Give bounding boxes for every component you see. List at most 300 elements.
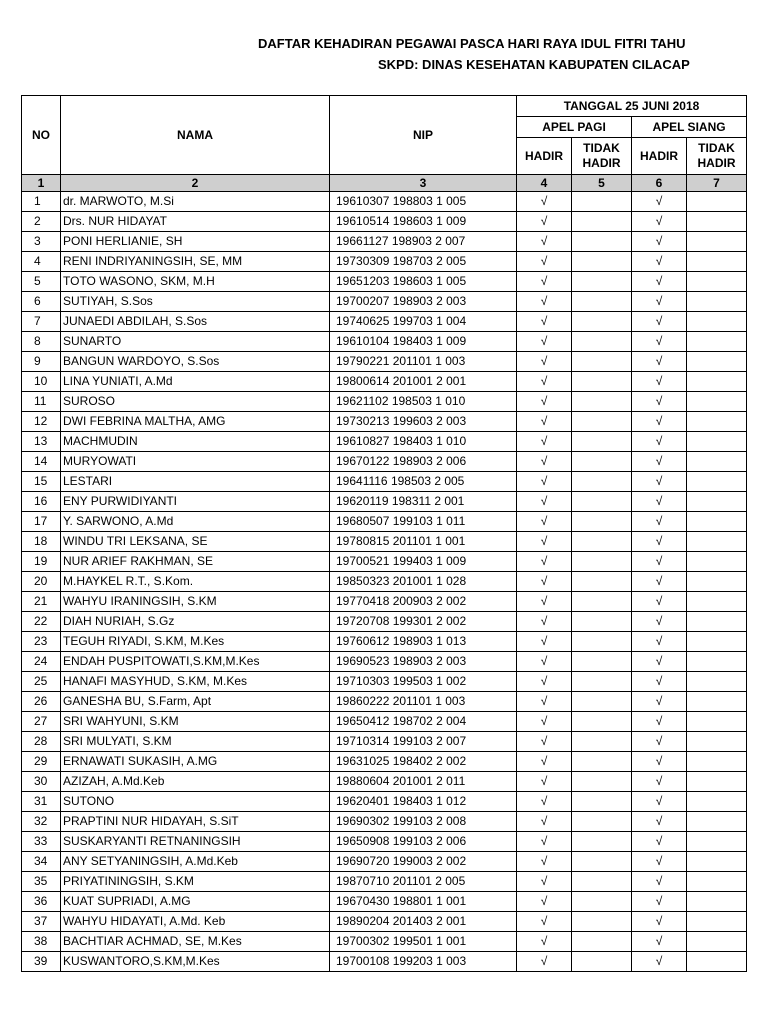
pagi-hadir-check: √	[517, 892, 572, 912]
row-nama: RENI INDRIYANINGSIH, SE, MM	[61, 252, 330, 272]
table-row	[22, 452, 747, 472]
table-row	[22, 752, 747, 772]
pagi-tidak-hadir-cell	[572, 272, 632, 292]
table-row	[22, 812, 747, 832]
pagi-hadir-check: √	[517, 512, 572, 532]
pagi-tidak-hadir-cell	[572, 652, 632, 672]
pagi-tidak-hadir-cell	[572, 492, 632, 512]
pagi-tidak-hadir-cell	[572, 372, 632, 392]
row-no: 4	[22, 252, 61, 272]
siang-hadir-check: √	[632, 872, 687, 892]
row-nip: 19690720 199003 2 002	[330, 852, 517, 872]
table-row	[22, 412, 747, 432]
tidak-label: TIDAK	[698, 141, 735, 155]
siang-tidak-hadir-cell	[687, 792, 747, 812]
row-nama: WAHYU IRANINGSIH, S.KM	[61, 592, 330, 612]
row-no: 1	[22, 192, 61, 212]
pagi-hadir-check: √	[517, 452, 572, 472]
siang-tidak-hadir-cell	[687, 452, 747, 472]
siang-tidak-hadir-cell	[687, 652, 747, 672]
table-row	[22, 692, 747, 712]
row-nip: 19720708 199301 2 002	[330, 612, 517, 632]
row-nama: WAHYU HIDAYATI, A.Md. Keb	[61, 912, 330, 932]
pagi-hadir-check: √	[517, 332, 572, 352]
pagi-hadir-check: √	[517, 772, 572, 792]
pagi-hadir-check: √	[517, 572, 572, 592]
siang-tidak-hadir-cell	[687, 212, 747, 232]
pagi-hadir-check: √	[517, 812, 572, 832]
siang-tidak-hadir-cell	[687, 372, 747, 392]
row-nama: JUNAEDI ABDILAH, S.Sos	[61, 312, 330, 332]
siang-hadir-check: √	[632, 672, 687, 692]
pagi-tidak-hadir-cell	[572, 292, 632, 312]
pagi-tidak-hadir-cell	[572, 672, 632, 692]
row-no: 5	[22, 272, 61, 292]
row-no: 19	[22, 552, 61, 572]
document-title: DAFTAR KEHADIRAN PEGAWAI PASCA HARI RAYA IDUL FITRI TAHU	[258, 36, 686, 51]
header-nama: NAMA	[61, 96, 330, 175]
row-nama: SUNARTO	[61, 332, 330, 352]
row-nama: dr. MARWOTO, M.Si	[61, 192, 330, 212]
row-nama: TOTO WASONO, SKM, M.H	[61, 272, 330, 292]
header-apel-pagi: APEL PAGI	[517, 117, 632, 138]
row-no: 26	[22, 692, 61, 712]
row-nama: M.HAYKEL R.T., S.Kom.	[61, 572, 330, 592]
siang-tidak-hadir-cell	[687, 672, 747, 692]
table-row	[22, 212, 747, 232]
table-row	[22, 312, 747, 332]
siang-hadir-check: √	[632, 592, 687, 612]
pagi-tidak-hadir-cell	[572, 952, 632, 972]
column-number: 7	[687, 175, 747, 192]
pagi-tidak-hadir-cell	[572, 232, 632, 252]
row-no: 6	[22, 292, 61, 312]
siang-hadir-check: √	[632, 932, 687, 952]
row-nip: 19870710 201101 2 005	[330, 872, 517, 892]
table-row	[22, 592, 747, 612]
pagi-hadir-check: √	[517, 872, 572, 892]
header-pagi-hadir: HADIR	[517, 138, 572, 175]
row-nama: ERNAWATI SUKASIH, A.MG	[61, 752, 330, 772]
pagi-tidak-hadir-cell	[572, 352, 632, 372]
hadir-label: HADIR	[582, 156, 621, 170]
pagi-tidak-hadir-cell	[572, 472, 632, 492]
siang-tidak-hadir-cell	[687, 752, 747, 772]
row-nama: PRAPTINI NUR HIDAYAH, S.SiT	[61, 812, 330, 832]
siang-tidak-hadir-cell	[687, 832, 747, 852]
row-no: 8	[22, 332, 61, 352]
table-row	[22, 712, 747, 732]
siang-hadir-check: √	[632, 652, 687, 672]
siang-hadir-check: √	[632, 432, 687, 452]
table-row	[22, 332, 747, 352]
pagi-tidak-hadir-cell	[572, 832, 632, 852]
pagi-tidak-hadir-cell	[572, 812, 632, 832]
pagi-hadir-check: √	[517, 672, 572, 692]
siang-tidak-hadir-cell	[687, 932, 747, 952]
row-no: 17	[22, 512, 61, 532]
row-no: 32	[22, 812, 61, 832]
row-nama: BACHTIAR ACHMAD, SE, M.Kes	[61, 932, 330, 952]
row-nip: 19740625 199703 1 004	[330, 312, 517, 332]
row-no: 37	[22, 912, 61, 932]
siang-hadir-check: √	[632, 352, 687, 372]
siang-tidak-hadir-cell	[687, 512, 747, 532]
row-nama: DIAH NURIAH, S.Gz	[61, 612, 330, 632]
pagi-hadir-check: √	[517, 612, 572, 632]
siang-hadir-check: √	[632, 212, 687, 232]
pagi-tidak-hadir-cell	[572, 872, 632, 892]
row-no: 24	[22, 652, 61, 672]
row-nama: SUSKARYANTI RETNANINGSIH	[61, 832, 330, 852]
siang-hadir-check: √	[632, 632, 687, 652]
pagi-tidak-hadir-cell	[572, 852, 632, 872]
row-no: 30	[22, 772, 61, 792]
table-row	[22, 552, 747, 572]
document-subtitle: SKPD: DINAS KESEHATAN KABUPATEN CILACAP	[378, 57, 690, 72]
row-nama: DWI FEBRINA MALTHA, AMG	[61, 412, 330, 432]
pagi-hadir-check: √	[517, 432, 572, 452]
row-nip: 19850323 201001 1 028	[330, 572, 517, 592]
siang-hadir-check: √	[632, 392, 687, 412]
row-nip: 19641116 198503 2 005	[330, 472, 517, 492]
table-row	[22, 512, 747, 532]
pagi-hadir-check: √	[517, 252, 572, 272]
siang-tidak-hadir-cell	[687, 572, 747, 592]
pagi-tidak-hadir-cell	[572, 932, 632, 952]
siang-tidak-hadir-cell	[687, 712, 747, 732]
siang-hadir-check: √	[632, 572, 687, 592]
pagi-hadir-check: √	[517, 912, 572, 932]
table-row	[22, 792, 747, 812]
attendance-table	[21, 95, 747, 972]
column-number: 3	[330, 175, 517, 192]
row-no: 29	[22, 752, 61, 772]
column-number: 6	[632, 175, 687, 192]
row-no: 25	[22, 672, 61, 692]
siang-tidak-hadir-cell	[687, 252, 747, 272]
table-row	[22, 632, 747, 652]
table-row	[22, 192, 747, 212]
row-no: 28	[22, 732, 61, 752]
siang-hadir-check: √	[632, 272, 687, 292]
pagi-hadir-check: √	[517, 632, 572, 652]
table-row	[22, 372, 747, 392]
row-nama: Y. SARWONO, A.Md	[61, 512, 330, 532]
row-nama: KUSWANTORO,S.KM,M.Kes	[61, 952, 330, 972]
pagi-hadir-check: √	[517, 532, 572, 552]
table-row	[22, 612, 747, 632]
pagi-hadir-check: √	[517, 652, 572, 672]
row-nip: 19610307 198803 1 005	[330, 192, 517, 212]
row-nip: 19661127 198903 2 007	[330, 232, 517, 252]
table-row	[22, 392, 747, 412]
table-row	[22, 912, 747, 932]
pagi-hadir-check: √	[517, 552, 572, 572]
table-row	[22, 232, 747, 252]
siang-hadir-check: √	[632, 852, 687, 872]
table-row	[22, 572, 747, 592]
column-number: 5	[572, 175, 632, 192]
row-nip: 19700108 199203 1 003	[330, 952, 517, 972]
row-no: 35	[22, 872, 61, 892]
header-nip: NIP	[330, 96, 517, 175]
siang-tidak-hadir-cell	[687, 472, 747, 492]
row-nama: SUROSO	[61, 392, 330, 412]
table-row	[22, 852, 747, 872]
row-nip: 19621102 198503 1 010	[330, 392, 517, 412]
table-row	[22, 672, 747, 692]
pagi-hadir-check: √	[517, 352, 572, 372]
siang-hadir-check: √	[632, 372, 687, 392]
pagi-hadir-check: √	[517, 852, 572, 872]
pagi-hadir-check: √	[517, 832, 572, 852]
pagi-hadir-check: √	[517, 792, 572, 812]
siang-tidak-hadir-cell	[687, 952, 747, 972]
pagi-tidak-hadir-cell	[572, 532, 632, 552]
row-no: 36	[22, 892, 61, 912]
table-row	[22, 952, 747, 972]
row-no: 21	[22, 592, 61, 612]
pagi-hadir-check: √	[517, 372, 572, 392]
pagi-tidak-hadir-cell	[572, 432, 632, 452]
siang-hadir-check: √	[632, 752, 687, 772]
pagi-hadir-check: √	[517, 492, 572, 512]
row-nip: 19730213 199603 2 003	[330, 412, 517, 432]
siang-hadir-check: √	[632, 912, 687, 932]
pagi-hadir-check: √	[517, 732, 572, 752]
row-nama: NUR ARIEF RAKHMAN, SE	[61, 552, 330, 572]
row-no: 14	[22, 452, 61, 472]
siang-hadir-check: √	[632, 232, 687, 252]
header-siang-hadir: HADIR	[632, 138, 687, 175]
pagi-tidak-hadir-cell	[572, 332, 632, 352]
row-no: 12	[22, 412, 61, 432]
row-nip: 19620119 198311 2 001	[330, 492, 517, 512]
row-nip: 19710303 199503 1 002	[330, 672, 517, 692]
row-nip: 19780815 201101 1 001	[330, 532, 517, 552]
pagi-tidak-hadir-cell	[572, 752, 632, 772]
row-nama: Drs. NUR HIDAYAT	[61, 212, 330, 232]
siang-tidak-hadir-cell	[687, 332, 747, 352]
pagi-hadir-check: √	[517, 472, 572, 492]
row-no: 38	[22, 932, 61, 952]
pagi-hadir-check: √	[517, 952, 572, 972]
siang-tidak-hadir-cell	[687, 692, 747, 712]
header-tanggal: TANGGAL 25 JUNI 2018	[517, 96, 747, 117]
pagi-tidak-hadir-cell	[572, 392, 632, 412]
siang-tidak-hadir-cell	[687, 432, 747, 452]
pagi-tidak-hadir-cell	[572, 712, 632, 732]
row-nama: WINDU TRI LEKSANA, SE	[61, 532, 330, 552]
row-no: 22	[22, 612, 61, 632]
pagi-tidak-hadir-cell	[572, 592, 632, 612]
row-nip: 19860222 201101 1 003	[330, 692, 517, 712]
siang-hadir-check: √	[632, 492, 687, 512]
siang-tidak-hadir-cell	[687, 292, 747, 312]
row-no: 15	[22, 472, 61, 492]
pagi-tidak-hadir-cell	[572, 612, 632, 632]
row-nama: HANAFI MASYHUD, S.KM, M.Kes	[61, 672, 330, 692]
siang-hadir-check: √	[632, 312, 687, 332]
table-row	[22, 272, 747, 292]
table-row	[22, 532, 747, 552]
siang-hadir-check: √	[632, 892, 687, 912]
row-nama: MURYOWATI	[61, 452, 330, 472]
row-nip: 19790221 201101 1 003	[330, 352, 517, 372]
row-nip: 19610827 198403 1 010	[330, 432, 517, 452]
siang-hadir-check: √	[632, 732, 687, 752]
table-row	[22, 832, 747, 852]
row-nip: 19670430 198801 1 001	[330, 892, 517, 912]
pagi-hadir-check: √	[517, 232, 572, 252]
table-row	[22, 352, 747, 372]
row-nip: 19710314 199103 2 007	[330, 732, 517, 752]
siang-tidak-hadir-cell	[687, 192, 747, 212]
pagi-tidak-hadir-cell	[572, 512, 632, 532]
row-no: 2	[22, 212, 61, 232]
header-apel-siang: APEL SIANG	[632, 117, 747, 138]
row-no: 33	[22, 832, 61, 852]
row-nama: LESTARI	[61, 472, 330, 492]
header-siang-tidak-hadir	[687, 138, 747, 175]
siang-tidak-hadir-cell	[687, 852, 747, 872]
pagi-tidak-hadir-cell	[572, 632, 632, 652]
row-no: 34	[22, 852, 61, 872]
tidak-label: TIDAK	[583, 141, 620, 155]
pagi-tidak-hadir-cell	[572, 892, 632, 912]
table-row	[22, 932, 747, 952]
pagi-hadir-check: √	[517, 392, 572, 412]
row-nip: 19700207 198903 2 003	[330, 292, 517, 312]
row-no: 11	[22, 392, 61, 412]
table-row	[22, 252, 747, 272]
pagi-tidak-hadir-cell	[572, 192, 632, 212]
siang-hadir-check: √	[632, 412, 687, 432]
pagi-hadir-check: √	[517, 212, 572, 232]
header-no: NO	[22, 96, 61, 175]
row-no: 9	[22, 352, 61, 372]
siang-tidak-hadir-cell	[687, 552, 747, 572]
row-no: 23	[22, 632, 61, 652]
row-nama: SRI MULYATI, S.KM	[61, 732, 330, 752]
pagi-tidak-hadir-cell	[572, 212, 632, 232]
row-nip: 19650412 198702 2 004	[330, 712, 517, 732]
row-no: 20	[22, 572, 61, 592]
row-no: 7	[22, 312, 61, 332]
row-no: 39	[22, 952, 61, 972]
pagi-tidak-hadir-cell	[572, 772, 632, 792]
siang-hadir-check: √	[632, 252, 687, 272]
siang-tidak-hadir-cell	[687, 412, 747, 432]
column-number: 1	[22, 175, 61, 192]
row-nama: TEGUH RIYADI, S.KM, M.Kes	[61, 632, 330, 652]
siang-tidak-hadir-cell	[687, 352, 747, 372]
row-nama: KUAT SUPRIADI, A.MG	[61, 892, 330, 912]
siang-hadir-check: √	[632, 552, 687, 572]
siang-tidak-hadir-cell	[687, 872, 747, 892]
siang-hadir-check: √	[632, 292, 687, 312]
row-nip: 19880604 201001 2 011	[330, 772, 517, 792]
siang-hadir-check: √	[632, 772, 687, 792]
pagi-hadir-check: √	[517, 752, 572, 772]
row-nip: 19770418 200903 2 002	[330, 592, 517, 612]
row-no: 31	[22, 792, 61, 812]
pagi-tidak-hadir-cell	[572, 252, 632, 272]
row-no: 13	[22, 432, 61, 452]
pagi-tidak-hadir-cell	[572, 412, 632, 432]
hadir-label: HADIR	[697, 156, 736, 170]
row-nip: 19650908 199103 2 006	[330, 832, 517, 852]
row-nama: GANESHA BU, S.Farm, Apt	[61, 692, 330, 712]
pagi-tidak-hadir-cell	[572, 552, 632, 572]
row-nip: 19690302 199103 2 008	[330, 812, 517, 832]
pagi-hadir-check: √	[517, 192, 572, 212]
row-nip: 19651203 198603 1 005	[330, 272, 517, 292]
siang-hadir-check: √	[632, 952, 687, 972]
siang-hadir-check: √	[632, 472, 687, 492]
siang-hadir-check: √	[632, 332, 687, 352]
pagi-hadir-check: √	[517, 592, 572, 612]
column-number: 2	[61, 175, 330, 192]
row-nip: 19620401 198403 1 012	[330, 792, 517, 812]
row-nama: SUTONO	[61, 792, 330, 812]
column-number: 4	[517, 175, 572, 192]
pagi-tidak-hadir-cell	[572, 912, 632, 932]
pagi-hadir-check: √	[517, 412, 572, 432]
row-nama: PRIYATININGSIH, S.KM	[61, 872, 330, 892]
row-nama: LINA YUNIATI, A.Md	[61, 372, 330, 392]
table-row	[22, 892, 747, 912]
siang-tidak-hadir-cell	[687, 892, 747, 912]
pagi-tidak-hadir-cell	[572, 692, 632, 712]
row-nip: 19800614 201001 2 001	[330, 372, 517, 392]
pagi-hadir-check: √	[517, 312, 572, 332]
siang-tidak-hadir-cell	[687, 592, 747, 612]
row-nip: 19610104 198403 1 009	[330, 332, 517, 352]
row-nip: 19631025 198402 2 002	[330, 752, 517, 772]
row-nama: SUTIYAH, S.Sos	[61, 292, 330, 312]
row-nama: PONI HERLIANIE, SH	[61, 232, 330, 252]
row-nama: SRI WAHYUNI, S.KM	[61, 712, 330, 732]
pagi-tidak-hadir-cell	[572, 572, 632, 592]
row-no: 3	[22, 232, 61, 252]
siang-tidak-hadir-cell	[687, 492, 747, 512]
row-nip: 19700302 199501 1 001	[330, 932, 517, 952]
row-nama: MACHMUDIN	[61, 432, 330, 452]
table-row	[22, 492, 747, 512]
row-nama: ENDAH PUSPITOWATI,S.KM,M.Kes	[61, 652, 330, 672]
pagi-tidak-hadir-cell	[572, 792, 632, 812]
row-nama: ANY SETYANINGSIH, A.Md.Keb	[61, 852, 330, 872]
siang-tidak-hadir-cell	[687, 232, 747, 252]
siang-tidak-hadir-cell	[687, 812, 747, 832]
pagi-tidak-hadir-cell	[572, 312, 632, 332]
row-no: 18	[22, 532, 61, 552]
row-nip: 19690523 198903 2 003	[330, 652, 517, 672]
row-nip: 19610514 198603 1 009	[330, 212, 517, 232]
row-nama: BANGUN WARDOYO, S.Sos	[61, 352, 330, 372]
siang-tidak-hadir-cell	[687, 392, 747, 412]
siang-tidak-hadir-cell	[687, 312, 747, 332]
siang-tidak-hadir-cell	[687, 772, 747, 792]
siang-hadir-check: √	[632, 712, 687, 732]
row-nip: 19730309 198703 2 005	[330, 252, 517, 272]
siang-hadir-check: √	[632, 532, 687, 552]
table-row	[22, 292, 747, 312]
row-no: 10	[22, 372, 61, 392]
table-row	[22, 432, 747, 452]
